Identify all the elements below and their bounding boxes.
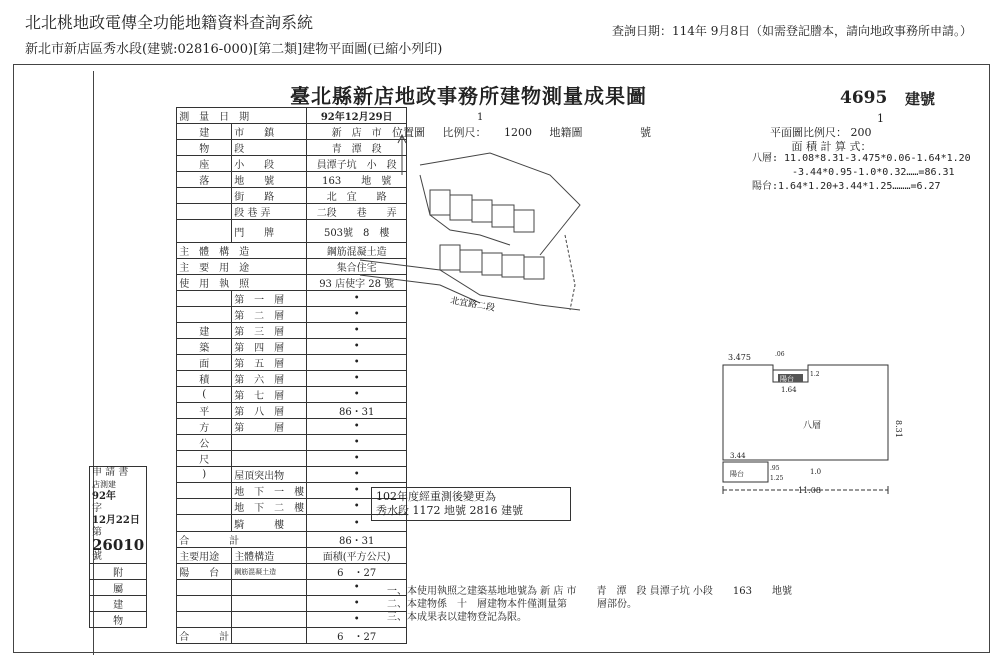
note-2: 二、本建物係 十 層建物本件僅測量第 層部份。 <box>387 599 637 610</box>
site-scale-value: 1200 <box>504 126 532 139</box>
calc-label: 面 積 計 算 式： <box>791 140 872 153</box>
floor-value: • <box>307 419 407 435</box>
dim-top: 3.475 <box>728 353 751 362</box>
loc-col-3: 座 <box>177 156 232 172</box>
annex-value: • <box>307 612 407 628</box>
dim-a: 1.64 <box>781 386 797 394</box>
floor-label: 第 七 層 <box>232 387 307 403</box>
floor-value: • <box>307 499 407 515</box>
annex-use: 陽 台 <box>177 564 232 580</box>
calc-line: 八層: 11.08*8.31-3.475*0.06-1.64*1.20 <box>752 153 971 164</box>
road-label: 北宜路二段 <box>449 296 496 314</box>
loc-value: 北 宜 路 <box>307 188 407 204</box>
floor-value: • <box>307 291 407 307</box>
floor-value: • <box>307 339 407 355</box>
loc-value: 青 潭 段 <box>307 140 407 156</box>
loc-label: 段 巷 弄 <box>232 204 307 220</box>
plan-scale-numerator: 1 <box>877 112 884 125</box>
loc-label: 門 牌 <box>232 220 307 243</box>
floor-value: • <box>307 515 407 531</box>
application-no-suffix: 號 <box>92 551 102 562</box>
document-subtitle: 新北市新店區秀水段(建號:02816-000)[第二類]建物平面圖(已縮小列印) <box>25 42 443 57</box>
annex-col-char: 物 <box>90 612 147 628</box>
floor-label: 第 六 層 <box>232 371 307 387</box>
site-plan-label: 位置圖 <box>392 126 425 139</box>
dim-s3: .95 <box>770 465 780 472</box>
permit-value: 93 店使字 28 號 <box>307 275 407 291</box>
application-no: 26010 <box>92 536 145 554</box>
system-title: 北北桃地政電傳全功能地籍資料查詢系統 <box>25 13 314 32</box>
loc-label: 小 段 <box>232 156 307 172</box>
site-scale-numerator: 1 <box>477 112 484 123</box>
floor-value: • <box>307 451 407 467</box>
floor-plan-scale <box>770 112 884 154</box>
change-note-line: 秀水段 1172 地號 2816 建號 <box>376 504 523 517</box>
dim-width: 11.08 <box>798 486 821 495</box>
floor-label-8: 八層 <box>803 421 822 431</box>
loc-value: 二段 巷 弄 <box>307 204 407 220</box>
application-label: 申 請 書 <box>92 467 129 478</box>
annex-structure-header: 主體構造 <box>232 547 307 563</box>
floor-label: 騎 樓 <box>232 515 307 531</box>
annex-structure: 鋼筋混凝土造 <box>232 564 307 580</box>
area-col-char: 面 <box>177 355 232 371</box>
change-note-line: 102年度經重測後變更為 <box>376 490 496 503</box>
floor-label: 第 二 層 <box>232 307 307 323</box>
floor-value: 86・31 <box>307 403 407 419</box>
floor-value: • <box>307 467 407 483</box>
application-office: 店測建 <box>92 480 116 489</box>
floor-label: 第 三 層 <box>232 323 307 339</box>
calc-line: 陽台:1.64*1.20+3.44*1.25………=6.27 <box>752 181 941 192</box>
floor-value: • <box>307 483 407 499</box>
area-col-char: 尺 <box>177 451 232 467</box>
floor-value: • <box>307 371 407 387</box>
loc-value: 新 店 市 <box>307 124 407 140</box>
site-scale-label: 比例尺： <box>442 126 487 139</box>
application-year: 92年 <box>92 491 116 502</box>
application-date: 12月22日 <box>92 515 140 526</box>
site-plan-drawing <box>360 135 600 315</box>
dim-s4: 1.25 <box>770 475 784 482</box>
area-col-char: 築 <box>177 339 232 355</box>
area-col-char: 公 <box>177 435 232 451</box>
loc-value: 163 地 號 <box>307 172 407 188</box>
annex-area-header: 面積(平方公尺) <box>307 547 407 563</box>
dim-height: 8.31 <box>894 420 903 438</box>
floor-plan-drawing <box>718 350 918 500</box>
total-label: 合 計 <box>177 531 307 547</box>
loc-label: 段 <box>232 140 307 156</box>
area-col-char: 平 <box>177 403 232 419</box>
floor-label: 第 層 <box>232 419 307 435</box>
dim-s1: .06 <box>775 351 785 358</box>
north-arrow <box>398 135 406 175</box>
floor-label: 第 四 層 <box>232 339 307 355</box>
use-value: 集合住宅 <box>307 259 407 275</box>
annex-value: • <box>307 596 407 612</box>
site-map-label: 地籍圖 <box>549 126 583 139</box>
loc-label: 市 鎮 <box>232 124 307 140</box>
annex-col-char: 附 <box>90 564 147 580</box>
application-no-label: 第 <box>92 527 102 538</box>
dim-s2: 1.2 <box>810 371 820 378</box>
survey-date: 92年12月29日 <box>307 108 407 124</box>
area-col-char: 方 <box>177 419 232 435</box>
query-date: 查詢日期：114年 9月8日（如需登記謄本，請向地政事務所申請。） <box>612 24 972 38</box>
total-value: 86・31 <box>307 531 407 547</box>
annex-col-char: 建 <box>90 596 147 612</box>
floor-value: • <box>307 387 407 403</box>
notes <box>387 585 792 624</box>
plan-scale-value: 200 <box>850 126 872 139</box>
plan-scale-label: 平面圖比例尺： <box>770 126 847 139</box>
floor-label: 地 下 一 樓 <box>232 483 307 499</box>
floor-value: • <box>307 307 407 323</box>
floor-label: 地 下 二 樓 <box>232 499 307 515</box>
loc-col-2: 物 <box>177 140 232 156</box>
floor-value: • <box>307 435 407 451</box>
annex-col-char: 屬 <box>90 580 147 596</box>
permit-label: 使 用 執 照 <box>177 275 307 291</box>
note-1: 一、本使用執照之建築基地地號為 新 店 市 青 潭 段 員潭子坑 小段 163 地號 <box>387 586 792 597</box>
balcony-label: 陽台 <box>780 375 794 383</box>
calc-line: -3.44*0.95-1.0*0.32……=86.31 <box>792 167 955 178</box>
loc-col-4: 落 <box>177 172 232 188</box>
annex-total-value: 6 ・27 <box>307 628 407 644</box>
annex-total-label: 合 計 <box>177 628 232 644</box>
dim-b: 3.44 <box>730 452 746 460</box>
annex-use-header: 主要用途 <box>177 547 232 563</box>
change-note-box <box>371 487 571 521</box>
area-col-char: ) <box>177 467 232 483</box>
floor-label: 第 八 層 <box>232 403 307 419</box>
floor-label: 第 五 層 <box>232 355 307 371</box>
loc-col-1: 建 <box>177 124 232 140</box>
dim-c: 1.0 <box>810 468 822 476</box>
floor-label: 第 一 層 <box>232 291 307 307</box>
site-map-no-label: 號 <box>640 126 651 139</box>
floor-value: • <box>307 355 407 371</box>
loc-label: 地 號 <box>232 172 307 188</box>
annex-value: • <box>307 580 407 596</box>
loc-label: 街 路 <box>232 188 307 204</box>
floor-label: 屋頂突出物 <box>232 467 307 483</box>
annex-value: 6 ・27 <box>307 564 407 580</box>
loc-value: 員潭子坑 小 段 <box>307 156 407 172</box>
application-word: 字 <box>92 503 102 514</box>
area-col-char: 建 <box>177 323 232 339</box>
area-col-char: ( <box>177 387 232 403</box>
building-number-label: 建號 <box>905 90 936 108</box>
survey-date-label: 測 量 日 期 <box>177 108 307 124</box>
balcony-label: 陽台 <box>730 470 744 478</box>
area-calculation <box>752 152 971 194</box>
floor-value: • <box>307 323 407 339</box>
use-label: 主 要 用 途 <box>177 259 307 275</box>
document-title: 臺北縣新店地政事務所建物測量成果圖 <box>290 84 647 108</box>
structure-value: 鋼筋混凝土造 <box>307 243 407 259</box>
loc-value: 503號 8 樓 <box>307 220 407 243</box>
note-3: 三、本成果表以建物登記為限。 <box>387 612 527 623</box>
structure-label: 主 體 構 造 <box>177 243 307 259</box>
building-number: 4695 <box>840 88 888 108</box>
area-col-char: 積 <box>177 371 232 387</box>
